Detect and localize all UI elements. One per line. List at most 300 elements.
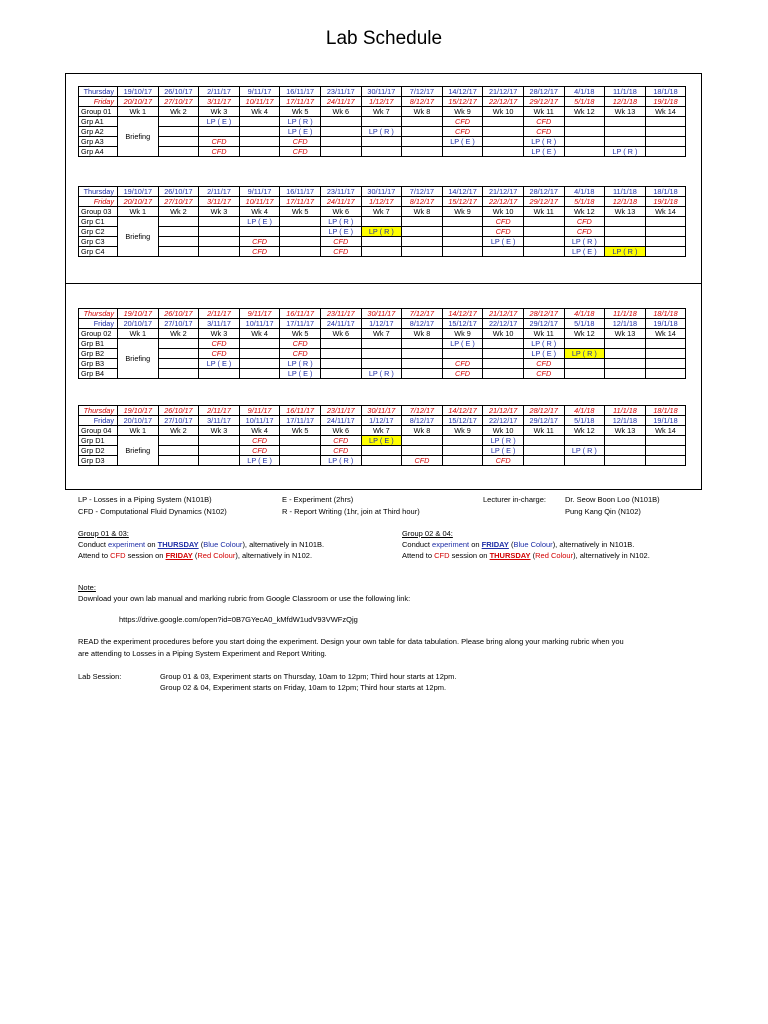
week-cell: Wk 5 bbox=[280, 207, 321, 217]
schedule-cell bbox=[361, 456, 402, 466]
week-cell: Wk 12 bbox=[564, 207, 605, 217]
week-cell: Wk 4 bbox=[239, 329, 280, 339]
schedule-cell bbox=[280, 456, 321, 466]
schedule-cell bbox=[158, 456, 199, 466]
date-cell: 20/10/17 bbox=[118, 416, 159, 426]
legend-cfd: CFD - Computational Fluid Dynamics (N102) bbox=[78, 507, 227, 516]
day-label: Friday bbox=[79, 319, 118, 329]
date-cell: 17/11/17 bbox=[280, 197, 321, 207]
date-cell: 3/11/17 bbox=[199, 97, 240, 107]
day-label: Friday bbox=[79, 97, 118, 107]
group-label: Group 04 bbox=[79, 426, 118, 436]
week-cell: Wk 3 bbox=[199, 329, 240, 339]
date-cell: 30/11/17 bbox=[361, 309, 402, 319]
date-cell: 15/12/17 bbox=[442, 97, 483, 107]
week-cell: Wk 8 bbox=[402, 207, 443, 217]
schedule-cell: CFD bbox=[402, 456, 443, 466]
schedule-cell bbox=[442, 446, 483, 456]
schedule-cell: CFD bbox=[239, 237, 280, 247]
schedule-cell bbox=[402, 217, 443, 227]
schedule-cell: CFD bbox=[280, 137, 321, 147]
date-row-thursday bbox=[79, 87, 686, 97]
schedule-cell: CFD bbox=[320, 247, 361, 257]
schedule-cell: CFD bbox=[442, 369, 483, 379]
date-cell: 19/1/18 bbox=[645, 416, 686, 426]
schedule-cell bbox=[645, 237, 686, 247]
schedule-cell bbox=[483, 137, 524, 147]
date-cell: 19/1/18 bbox=[645, 97, 686, 107]
date-cell: 16/11/17 bbox=[280, 406, 321, 416]
week-cell: Wk 6 bbox=[320, 107, 361, 117]
date-cell: 24/11/17 bbox=[320, 416, 361, 426]
schedule-cell: LP ( E ) bbox=[320, 227, 361, 237]
schedule-cell bbox=[158, 339, 199, 349]
date-cell: 29/12/17 bbox=[523, 97, 564, 107]
schedule-cell bbox=[605, 436, 646, 446]
date-cell: 11/1/18 bbox=[605, 187, 646, 197]
week-cell: Wk 2 bbox=[158, 207, 199, 217]
schedule-cell bbox=[645, 369, 686, 379]
schedule-cell bbox=[442, 147, 483, 157]
schedule-cell bbox=[523, 247, 564, 257]
day-label: Thursday bbox=[79, 309, 118, 319]
schedule-cell: LP ( R ) bbox=[523, 339, 564, 349]
date-cell: 4/1/18 bbox=[564, 187, 605, 197]
date-cell: 20/10/17 bbox=[118, 97, 159, 107]
schedule-cell bbox=[605, 369, 646, 379]
schedule-cell bbox=[158, 217, 199, 227]
week-cell: Wk 13 bbox=[605, 329, 646, 339]
date-row-friday bbox=[79, 319, 686, 329]
week-cell: Wk 7 bbox=[361, 107, 402, 117]
week-cell: Wk 14 bbox=[645, 107, 686, 117]
date-cell: 11/1/18 bbox=[605, 309, 646, 319]
page-title: Lab Schedule bbox=[325, 28, 443, 49]
week-cell: Wk 4 bbox=[239, 107, 280, 117]
date-cell: 10/11/17 bbox=[239, 416, 280, 426]
date-cell: 7/12/17 bbox=[402, 187, 443, 197]
week-cell: Wk 10 bbox=[483, 207, 524, 217]
lecturer-2: Pung Kang Qin (N102) bbox=[565, 507, 641, 516]
table-row bbox=[79, 339, 686, 349]
schedule-cell bbox=[239, 137, 280, 147]
schedule-cell bbox=[442, 237, 483, 247]
schedule-cell bbox=[564, 339, 605, 349]
schedule-table bbox=[78, 308, 686, 379]
week-cell: Wk 12 bbox=[564, 329, 605, 339]
week-cell: Wk 8 bbox=[402, 426, 443, 436]
schedule-cell bbox=[158, 369, 199, 379]
date-cell: 8/12/17 bbox=[402, 197, 443, 207]
schedule-cell: LP ( E ) bbox=[523, 147, 564, 157]
schedule-cell bbox=[361, 217, 402, 227]
schedule-cell bbox=[442, 217, 483, 227]
date-cell: 24/11/17 bbox=[320, 197, 361, 207]
date-cell: 28/12/17 bbox=[523, 187, 564, 197]
date-cell: 28/12/17 bbox=[523, 309, 564, 319]
schedule-cell bbox=[402, 359, 443, 369]
schedule-cell: LP ( R ) bbox=[280, 359, 321, 369]
week-cell: Wk 1 bbox=[118, 329, 159, 339]
schedule-cell bbox=[280, 227, 321, 237]
date-cell: 22/12/17 bbox=[483, 416, 524, 426]
note-link[interactable]: https://drive.google.com/open?id=0B7GYecA0_kMfdW1udV93VWFzQjg bbox=[119, 615, 358, 624]
date-cell: 19/1/18 bbox=[645, 197, 686, 207]
schedule-cell bbox=[564, 359, 605, 369]
date-cell: 1/12/17 bbox=[361, 97, 402, 107]
legend-r: R - Report Writing (1hr, join at Third hour) bbox=[282, 507, 420, 516]
schedule-cell bbox=[402, 227, 443, 237]
schedule-cell bbox=[280, 436, 321, 446]
schedule-cell bbox=[605, 127, 646, 137]
subgroup-label: Grp A3 bbox=[79, 137, 118, 147]
schedule-cell bbox=[605, 227, 646, 237]
schedule-cell bbox=[158, 247, 199, 257]
week-cell: Wk 2 bbox=[158, 329, 199, 339]
week-cell: Wk 10 bbox=[483, 329, 524, 339]
schedule-cell bbox=[523, 446, 564, 456]
date-cell: 22/12/17 bbox=[483, 97, 524, 107]
schedule-cell: LP ( R ) bbox=[523, 137, 564, 147]
schedule-cell: CFD bbox=[483, 227, 524, 237]
date-cell: 19/10/17 bbox=[118, 406, 159, 416]
week-cell: Wk 1 bbox=[118, 107, 159, 117]
subgroup-label: Grp B3 bbox=[79, 359, 118, 369]
schedule-cell bbox=[605, 456, 646, 466]
schedule-cell: CFD bbox=[280, 349, 321, 359]
schedule-cell: LP ( E ) bbox=[523, 349, 564, 359]
schedule-cell bbox=[645, 339, 686, 349]
date-cell: 30/11/17 bbox=[361, 406, 402, 416]
schedule-cell bbox=[645, 127, 686, 137]
schedule-cell bbox=[645, 217, 686, 227]
week-cell: Wk 13 bbox=[605, 207, 646, 217]
date-row-friday bbox=[79, 97, 686, 107]
schedule-cell: CFD bbox=[320, 436, 361, 446]
week-cell: Wk 5 bbox=[280, 107, 321, 117]
schedule-cell bbox=[361, 446, 402, 456]
schedule-cell bbox=[158, 436, 199, 446]
schedule-cell bbox=[483, 359, 524, 369]
schedule-cell bbox=[402, 436, 443, 446]
schedule-cell bbox=[239, 147, 280, 157]
schedule-cell bbox=[199, 217, 240, 227]
group-label: Group 03 bbox=[79, 207, 118, 217]
date-cell: 12/1/18 bbox=[605, 97, 646, 107]
schedule-cell bbox=[158, 147, 199, 157]
session-line1: Group 01 & 03, Experiment starts on Thursday, 10am to 12pm; Third hour starts at 12pm. bbox=[160, 672, 457, 681]
schedule-cell bbox=[564, 436, 605, 446]
schedule-cell bbox=[605, 237, 646, 247]
schedule-cell: LP ( E ) bbox=[280, 369, 321, 379]
week-cell: Wk 11 bbox=[523, 107, 564, 117]
schedule-cell bbox=[199, 227, 240, 237]
table-row bbox=[79, 247, 686, 257]
schedule-cell bbox=[442, 247, 483, 257]
week-row bbox=[79, 426, 686, 436]
week-cell: Wk 13 bbox=[605, 426, 646, 436]
table-row bbox=[79, 147, 686, 157]
schedule-cell: LP ( R ) bbox=[320, 456, 361, 466]
date-cell: 18/1/18 bbox=[645, 309, 686, 319]
date-cell: 21/12/17 bbox=[483, 87, 524, 97]
date-row-friday bbox=[79, 416, 686, 426]
date-cell: 22/12/17 bbox=[483, 319, 524, 329]
date-cell: 29/12/17 bbox=[523, 319, 564, 329]
schedule-cell bbox=[199, 237, 240, 247]
week-cell: Wk 14 bbox=[645, 426, 686, 436]
subgroup-label: Grp A4 bbox=[79, 147, 118, 157]
schedule-cell bbox=[523, 217, 564, 227]
schedule-cell bbox=[239, 227, 280, 237]
schedule-cell bbox=[402, 117, 443, 127]
date-cell: 2/11/17 bbox=[199, 406, 240, 416]
week-cell: Wk 12 bbox=[564, 426, 605, 436]
week-cell: Wk 1 bbox=[118, 426, 159, 436]
group13-line1: Conduct experiment on THURSDAY (Blue Colour), alternatively in N101B. bbox=[78, 540, 325, 549]
subgroup-label: Grp D2 bbox=[79, 446, 118, 456]
date-row-friday bbox=[79, 197, 686, 207]
date-cell: 4/1/18 bbox=[564, 406, 605, 416]
schedule-cell: CFD bbox=[320, 237, 361, 247]
date-cell: 10/11/17 bbox=[239, 319, 280, 329]
date-cell: 26/10/17 bbox=[158, 187, 199, 197]
group13-heading: Group 01 & 03: bbox=[78, 529, 129, 538]
schedule-cell bbox=[320, 349, 361, 359]
schedule-cell bbox=[158, 117, 199, 127]
date-cell: 18/1/18 bbox=[645, 406, 686, 416]
schedule-cell bbox=[605, 117, 646, 127]
date-cell: 21/12/17 bbox=[483, 187, 524, 197]
date-cell: 8/12/17 bbox=[402, 319, 443, 329]
date-cell: 15/12/17 bbox=[442, 416, 483, 426]
schedule-cell bbox=[564, 456, 605, 466]
date-cell: 27/10/17 bbox=[158, 319, 199, 329]
date-cell: 18/1/18 bbox=[645, 87, 686, 97]
group24-line1: Conduct experiment on FRIDAY (Blue Colour), alternatively in N101B. bbox=[402, 540, 635, 549]
schedule-cell bbox=[361, 147, 402, 157]
date-cell: 24/11/17 bbox=[320, 97, 361, 107]
week-row bbox=[79, 207, 686, 217]
schedule-cell: LP ( R ) bbox=[564, 349, 605, 359]
schedule-cell bbox=[605, 446, 646, 456]
date-cell: 26/10/17 bbox=[158, 87, 199, 97]
schedule-cell: LP ( R ) bbox=[280, 117, 321, 127]
schedule-cell bbox=[402, 137, 443, 147]
date-cell: 24/11/17 bbox=[320, 319, 361, 329]
schedule-cell: LP ( E ) bbox=[564, 247, 605, 257]
schedule-cell bbox=[483, 247, 524, 257]
schedule-cell bbox=[483, 117, 524, 127]
schedule-cell bbox=[564, 147, 605, 157]
table-row bbox=[79, 137, 686, 147]
schedule-cell bbox=[523, 227, 564, 237]
date-cell: 17/11/17 bbox=[280, 97, 321, 107]
date-cell: 23/11/17 bbox=[320, 406, 361, 416]
schedule-cell: CFD bbox=[199, 349, 240, 359]
schedule-cell bbox=[523, 436, 564, 446]
date-cell: 14/12/17 bbox=[442, 406, 483, 416]
date-cell: 2/11/17 bbox=[199, 87, 240, 97]
date-cell: 17/11/17 bbox=[280, 319, 321, 329]
day-label: Thursday bbox=[79, 187, 118, 197]
schedule-cell: LP ( E ) bbox=[442, 137, 483, 147]
group-label: Group 02 bbox=[79, 329, 118, 339]
schedule-cell bbox=[199, 369, 240, 379]
date-cell: 1/12/17 bbox=[361, 416, 402, 426]
schedule-cell: CFD bbox=[239, 446, 280, 456]
schedule-cell bbox=[402, 446, 443, 456]
week-cell: Wk 9 bbox=[442, 107, 483, 117]
week-cell: Wk 4 bbox=[239, 426, 280, 436]
schedule-cell bbox=[158, 446, 199, 456]
schedule-cell bbox=[239, 339, 280, 349]
schedule-cell: LP ( E ) bbox=[361, 436, 402, 446]
schedule-cell bbox=[361, 247, 402, 257]
date-cell: 11/1/18 bbox=[605, 406, 646, 416]
date-cell: 5/1/18 bbox=[564, 319, 605, 329]
day-label: Friday bbox=[79, 416, 118, 426]
date-cell: 26/10/17 bbox=[158, 406, 199, 416]
table-row bbox=[79, 127, 686, 137]
week-row bbox=[79, 107, 686, 117]
schedule-cell bbox=[402, 349, 443, 359]
table-row bbox=[79, 117, 686, 127]
week-cell: Wk 3 bbox=[199, 426, 240, 436]
date-cell: 18/1/18 bbox=[645, 187, 686, 197]
date-cell: 4/1/18 bbox=[564, 309, 605, 319]
week-cell: Wk 2 bbox=[158, 107, 199, 117]
schedule-cell bbox=[523, 237, 564, 247]
note-para2: are attending to Losses in a Piping System Experiment and Report Writing. bbox=[78, 649, 327, 658]
week-cell: Wk 9 bbox=[442, 207, 483, 217]
schedule-cell: LP ( R ) bbox=[564, 237, 605, 247]
briefing-cell: Briefing bbox=[118, 339, 159, 379]
date-row-thursday bbox=[79, 406, 686, 416]
week-cell: Wk 6 bbox=[320, 329, 361, 339]
date-cell: 23/11/17 bbox=[320, 187, 361, 197]
schedule-cell: CFD bbox=[523, 117, 564, 127]
date-cell: 14/12/17 bbox=[442, 187, 483, 197]
date-cell: 19/1/18 bbox=[645, 319, 686, 329]
schedule-cell bbox=[239, 369, 280, 379]
date-cell: 9/11/17 bbox=[239, 406, 280, 416]
schedule-cell bbox=[280, 237, 321, 247]
schedule-cell bbox=[158, 127, 199, 137]
date-cell: 9/11/17 bbox=[239, 187, 280, 197]
date-cell: 11/1/18 bbox=[605, 87, 646, 97]
week-cell: Wk 11 bbox=[523, 329, 564, 339]
schedule-cell bbox=[158, 359, 199, 369]
schedule-cell bbox=[645, 247, 686, 257]
session-label: Lab Session: bbox=[78, 672, 122, 681]
date-cell: 19/10/17 bbox=[118, 87, 159, 97]
week-cell: Wk 1 bbox=[118, 207, 159, 217]
week-cell: Wk 9 bbox=[442, 329, 483, 339]
week-cell: Wk 4 bbox=[239, 207, 280, 217]
date-cell: 27/10/17 bbox=[158, 197, 199, 207]
subgroup-label: Grp D1 bbox=[79, 436, 118, 446]
note-para1: READ the experiment procedures before you start doing the experiment. Design your own table for data tabulation. Please bring along your marking rubric when you bbox=[78, 637, 624, 646]
schedule-cell bbox=[442, 227, 483, 237]
week-cell: Wk 13 bbox=[605, 107, 646, 117]
date-cell: 5/1/18 bbox=[564, 97, 605, 107]
schedule-cell bbox=[280, 217, 321, 227]
schedule-cell: LP ( R ) bbox=[605, 147, 646, 157]
schedule-cell bbox=[361, 339, 402, 349]
subgroup-label: Grp A1 bbox=[79, 117, 118, 127]
week-cell: Wk 6 bbox=[320, 426, 361, 436]
schedule-cell: CFD bbox=[442, 117, 483, 127]
schedule-cell bbox=[199, 436, 240, 446]
week-cell: Wk 2 bbox=[158, 426, 199, 436]
schedule-cell bbox=[361, 237, 402, 247]
schedule-cell bbox=[645, 137, 686, 147]
week-cell: Wk 3 bbox=[199, 207, 240, 217]
schedule-cell: LP ( R ) bbox=[361, 369, 402, 379]
date-cell: 16/11/17 bbox=[280, 309, 321, 319]
schedule-table bbox=[78, 186, 686, 257]
date-cell: 8/12/17 bbox=[402, 416, 443, 426]
schedule-cell bbox=[564, 369, 605, 379]
schedule-cell bbox=[645, 117, 686, 127]
subgroup-label: Grp C3 bbox=[79, 237, 118, 247]
lecturer-label: Lecturer in-charge: bbox=[483, 495, 546, 504]
date-cell: 23/11/17 bbox=[320, 87, 361, 97]
frame-divider bbox=[65, 283, 702, 286]
schedule-cell: CFD bbox=[280, 339, 321, 349]
schedule-cell bbox=[402, 339, 443, 349]
date-row-thursday bbox=[79, 187, 686, 197]
week-cell: Wk 10 bbox=[483, 107, 524, 117]
schedule-cell bbox=[320, 359, 361, 369]
date-cell: 27/10/17 bbox=[158, 416, 199, 426]
schedule-cell bbox=[320, 147, 361, 157]
schedule-cell bbox=[361, 117, 402, 127]
table-row bbox=[79, 227, 686, 237]
week-cell: Wk 5 bbox=[280, 426, 321, 436]
schedule-cell: LP ( R ) bbox=[564, 446, 605, 456]
subgroup-label: Grp B2 bbox=[79, 349, 118, 359]
schedule-cell bbox=[158, 137, 199, 147]
schedule-cell: CFD bbox=[564, 227, 605, 237]
schedule-cell: CFD bbox=[483, 456, 524, 466]
note-line1: Download your own lab manual and marking rubric from Google Classroom or use the following link: bbox=[78, 594, 411, 603]
date-cell: 17/11/17 bbox=[280, 416, 321, 426]
date-cell: 20/10/17 bbox=[118, 197, 159, 207]
date-cell: 29/12/17 bbox=[523, 197, 564, 207]
week-cell: Wk 5 bbox=[280, 329, 321, 339]
week-cell: Wk 7 bbox=[361, 329, 402, 339]
week-cell: Wk 3 bbox=[199, 107, 240, 117]
week-cell: Wk 11 bbox=[523, 207, 564, 217]
schedule-cell bbox=[199, 247, 240, 257]
date-cell: 3/11/17 bbox=[199, 319, 240, 329]
legend-e: E - Experiment (2hrs) bbox=[282, 495, 354, 504]
subgroup-label: Grp C4 bbox=[79, 247, 118, 257]
date-cell: 9/11/17 bbox=[239, 87, 280, 97]
date-cell: 28/12/17 bbox=[523, 87, 564, 97]
schedule-cell bbox=[645, 456, 686, 466]
schedule-cell bbox=[320, 137, 361, 147]
schedule-cell bbox=[239, 349, 280, 359]
schedule-cell: CFD bbox=[199, 147, 240, 157]
schedule-cell bbox=[361, 349, 402, 359]
schedule-cell bbox=[645, 227, 686, 237]
schedule-cell: CFD bbox=[523, 127, 564, 137]
date-cell: 28/12/17 bbox=[523, 406, 564, 416]
schedule-cell bbox=[320, 117, 361, 127]
